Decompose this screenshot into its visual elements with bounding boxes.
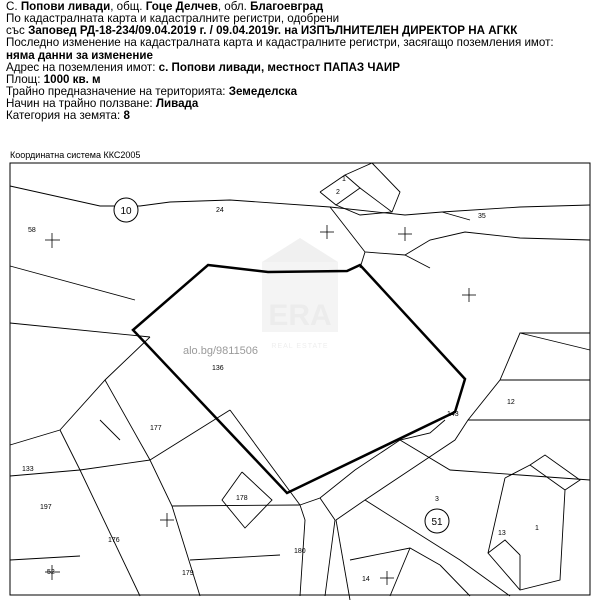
order-prefix: със	[6, 24, 29, 38]
usage-value: Ливада	[155, 97, 199, 111]
block-number-10: 10	[120, 206, 132, 217]
region-label: , обл.	[217, 0, 251, 13]
address-value: с. Попови ливади, местност ПАПАЗ ЧАИР	[158, 60, 400, 74]
municipality-label: , общ.	[110, 0, 146, 13]
usage-label: Начин на трайно ползване:	[6, 97, 156, 111]
parcel-label-1: 1	[342, 176, 346, 183]
village-name: Попови ливади	[20, 0, 111, 13]
block-number-51: 51	[431, 517, 443, 528]
parcel-label-58: 58	[28, 227, 36, 234]
parcel-label-14: 14	[362, 576, 370, 583]
category-value: 8	[123, 109, 130, 123]
watermark-url: alo.bg/9811506	[183, 345, 259, 357]
parcel-label-2: 2	[336, 189, 340, 196]
address-label: Адрес на поземления имот:	[6, 60, 159, 74]
parcel-label-35: 35	[478, 213, 486, 220]
parcel-label-178: 178	[236, 495, 248, 502]
parcel-label-3: 3	[435, 496, 439, 503]
watermark-tagline: REAL ESTATE	[271, 343, 329, 350]
category-label: Категория на земята:	[6, 109, 124, 123]
parcel-label-52: 52	[47, 569, 55, 576]
last-change-value: няма данни за изменение	[6, 48, 153, 62]
parcel-label-133: 133	[22, 466, 34, 473]
purpose-value: Земеделска	[228, 85, 298, 99]
watermark	[262, 238, 338, 350]
region-name: Благоевград	[250, 0, 324, 13]
area-label: Площ:	[6, 72, 44, 86]
parcel-label-180: 180	[294, 548, 306, 555]
municipality-name: Гоце Делчев	[145, 0, 218, 13]
parcel-label-176: 176	[108, 537, 120, 544]
survey-markers	[45, 225, 476, 585]
location-prefix: С.	[6, 0, 21, 13]
parcel-label-12: 12	[507, 399, 515, 406]
parcel-label-177: 177	[150, 425, 162, 432]
approval-line: По кадастралната карта и кадастралните регистри, одобрени	[6, 12, 340, 26]
watermark-roof-icon	[262, 238, 338, 262]
parcel-label-179: 179	[182, 570, 194, 577]
order-reference: Заповед РД-18-234/09.04.2019 г. / 09.04.2019г. на ИЗПЪЛНИТЕЛЕН ДИРЕКТОР НА АГКК	[28, 24, 518, 38]
parcel-label-136: 136	[212, 365, 224, 372]
parcel-label-197: 197	[40, 504, 52, 511]
area-value: 1000 кв. м	[43, 72, 101, 86]
parcel-label-1-east: 1	[535, 525, 539, 532]
parcel-label-13: 13	[498, 530, 506, 537]
coordinate-system-label: Координатна система ККС2005	[10, 150, 141, 160]
last-change-label: Последно изменение на кадастралната карта и кадастралните регистри, засягащо поземления имот:	[6, 36, 554, 50]
parcel-label-143: 143	[447, 411, 459, 418]
watermark-logo: ERA	[268, 299, 332, 332]
parcel-label-24: 24	[216, 207, 224, 214]
purpose-label: Трайно предназначение на територията:	[6, 85, 229, 99]
parcel-number-labels	[22, 176, 539, 583]
